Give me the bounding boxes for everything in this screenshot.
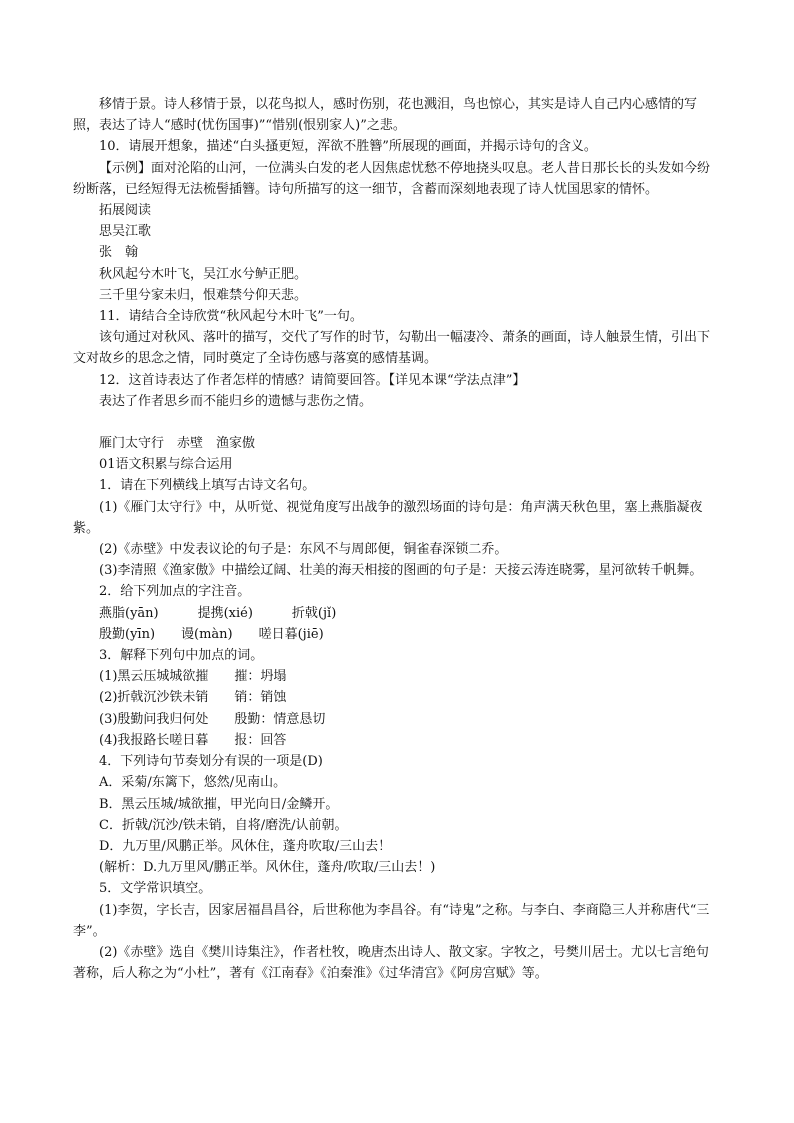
- blank-gap: [73, 412, 720, 433]
- poem-line: 秋风起兮木叶飞，吴江水兮鲈正肥。: [99, 266, 308, 282]
- question-line: 1．请在下列横线上填写古诗文名句。: [99, 478, 316, 494]
- lesson-title: 雁门太守行 赤壁 渔家傲: [99, 436, 256, 452]
- question-line: 2．给下列加点的字注音。: [99, 584, 251, 600]
- question-line: 5．文学常识填空。: [99, 881, 212, 897]
- answer-line: (3)李清照《渔家傲》中描绘辽阔、壮美的海天相接的图画的句子是：天接云涛连晓雾，星河欲转千帆舞。: [99, 563, 703, 579]
- option-line: B．黑云压城/城欲摧，甲光向日/金鳞开。: [99, 796, 339, 812]
- answer-line: (2)《赤壁》选自《樊川诗集注》，作者杜牧，晚唐杰出诗人、散文家。字牧之，号樊川居士。尤以七言绝句著称，后人称之为“小杜”，著有《江南春》《泊秦淮》《过华清宫》《阿房宫赋》等。: [73, 944, 709, 982]
- option-line: A．采菊/东篱下，悠然/见南山。: [99, 775, 287, 791]
- question-line: 3．解释下列句中加点的词。: [99, 648, 264, 664]
- answer-line: 表达了作者思乡而不能归乡的遗憾与悲伤之情。: [99, 393, 373, 409]
- question-line: 11．请结合全诗欣赏“秋风起兮木叶飞”一句。: [99, 309, 363, 325]
- document-page: [73, 94, 720, 984]
- poem-title: 思吴江歌: [99, 224, 152, 240]
- analysis-line: (解析：D.九万里风/鹏正举。风休住，蓬舟/吹取/三山去！): [99, 860, 436, 876]
- answer-line: 【示例】面对沦陷的山河，一位满头白发的老人因焦虑忧愁不停地挠头叹息。老人昔日那长长的头发如今纷纷断落，已经短得无法梳髻插簪。诗句所描写的这一细节，含蓄而深刻地表现了诗人忧国思家的情怀。: [73, 160, 711, 197]
- section-heading: 拓展阅读: [99, 203, 152, 219]
- answer-line: (1)黑云压城城欲摧 摧：坍塌: [99, 669, 287, 685]
- question-line: 4．下列诗句节奏划分有误的一项是(D): [99, 754, 323, 770]
- pinyin-line: 燕脂(yān) 提携(xié) 折戟(jǐ): [99, 605, 337, 621]
- answer-line: (2)《赤壁》中发表议论的句子是：东风不与周郎便，铜雀春深锁二乔。: [99, 542, 508, 558]
- question-line: 12．这首诗表达了作者怎样的情感？请简要回答。【详见本课“学法点津”】: [99, 372, 526, 388]
- answer-line: (1)李贺，字长吉，因家居福昌昌谷，后世称他为李昌谷。有“诗鬼”之称。与李白、李商隐三人并称唐代“三李”。: [73, 902, 710, 939]
- answer-line: (4)我报路长嗟日暮 报：回答: [99, 732, 287, 748]
- option-line: D．九万里/风鹏正举。风休住，蓬舟吹取/三山去！: [99, 838, 392, 854]
- question-line: 10．请展开想象，描述“白头搔更短，浑欲不胜簪”所展现的画面，并揭示诗句的含义。: [99, 139, 597, 155]
- pinyin-line: 殷勤(yīn) 谩(màn) 嗟日暮(jiē): [99, 626, 324, 642]
- poem-line: 三千里兮家未归，恨难禁兮仰天悲。: [99, 287, 308, 303]
- paragraph-line: 移情于景。诗人移情于景，以花鸟拟人，感时伤别，花也溅泪，鸟也惊心，其实是诗人自己内心感情的写照，表达了诗人“感时(忧伤国事)”“惜别(恨别家人)”之悲。: [73, 97, 698, 134]
- poem-author: 张 翰: [99, 245, 139, 261]
- answer-line: (3)殷勤问我归何处 殷勤：情意恳切: [99, 711, 326, 727]
- answer-line: 该句通过对秋风、落叶的描写，交代了写作的时节，勾勒出一幅凄冷、萧条的画面，诗人触景生情，引出下文对故乡的思念之情，同时奠定了全诗伤感与落寞的感情基调。: [73, 330, 711, 367]
- answer-line: (1)《雁门太守行》中，从听觉、视觉角度写出战争的激烈场面的诗句是：角声满天秋色里，塞上燕脂凝夜紫。: [73, 499, 703, 536]
- section-heading: 01语文积累与综合运用: [99, 457, 233, 473]
- option-line: C．折戟/沉沙/铁未销，自将/磨洗/认前朝。: [99, 817, 348, 833]
- answer-line: (2)折戟沉沙铁未销 销：销蚀: [99, 690, 287, 706]
